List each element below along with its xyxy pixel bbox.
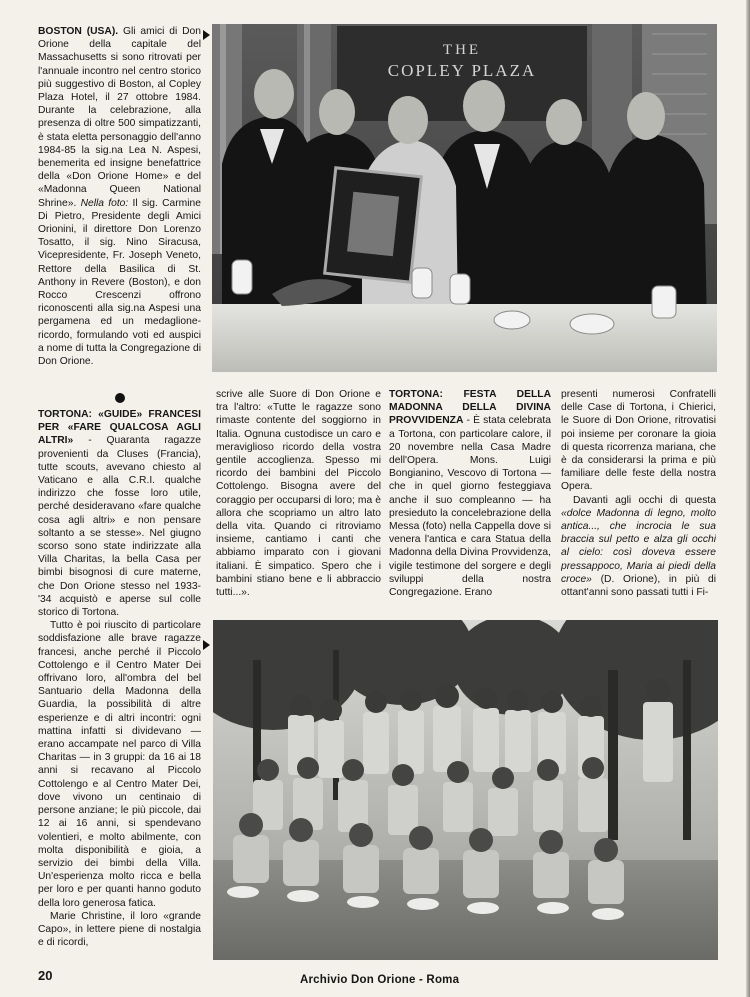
guide-text-1: - Quaranta ragazze provenienti da Cluses (Francia), tutte scouts, avevano chiesto al Vaticano e alla C.R.I. qualche indirizzo che fosse loro utile, perché desideravano «fare qualche cosa agli altri» e non pensare soltanto a se stesse». Nel giugno scorso sono state indirizzate alla Villa Charitas, la bella Casa per bimbi bisognosi di cure materne, che Don Orione stesso nel 1933-'34 acquistò e aperse sul colle storico di Tortona. [38,435,201,619]
guide-paragraph-4: scrive alle Suore di Don Orione e tra l'altro: «Tutte le ragazze sono rimaste contente del soggiorno in Italia. Ognuna custodisce un caro e meraviglioso ricordo della vostra gentile accoglienza. Spesso mi ricordo dei bambini del Piccolo Cottolengo. Bisogna avere del coraggio per occuparsi di loro; ma è allora che scopriamo un altro lato della vita. Quando ci ritroviamo insieme, cantiamo i canti che abbiamo imparato con i giovani italiani. È simpatico. Spero che i bambini stiano bene e li abbraccio tutti...». [216,389,381,599]
boston-article [38,25,201,385]
madonna-paragraph-3 [561,494,716,600]
madonna-text-3b: (D. Orione), in più di ottant'anni sono passati tutti i Fi- [561,573,716,599]
sign-text-2: COPLEY PLAZA [387,61,537,80]
madonna-text-3a: Davanti agli occhi di questa [573,494,716,506]
boston-text: Gli amici di Don Orione della capitale del Massachusetts si sono ritrovati per l'annuale incontro nel centro storico più suggestivo di Boston, al Copley Plaza Hotel, il 27 ottobre 1984. Durante la celebrazione, alla presenza di oltre 500 simpatizzanti, è stata eletta personaggio dell'anno 1984-85 la sig.na Lea N. Aspesi, benemerita ed insigne benefattrice della «Don Orione Home» e del «Madonna Queen National Shrine». [38,26,201,209]
guide-paragraph-3: Marie Christine, il loro «grande Capo», in lettere piene di nostalgia e di ricordi, [38,910,201,949]
guide-article-col1 [38,393,201,963]
boston-paragraph [38,25,201,368]
madonna-quote: «dolce Madonna di legno, molto antica..., che incrocia le sua braccia sul petto e alza gli occhi al cielo: così doveva essere pressappoco, Maria ai piedi della croce» [561,507,716,585]
arrow-marker-top [203,30,210,40]
section-bullet [115,393,125,403]
banquet-photo-image [212,24,717,372]
boston-caption: Il sig. Carmine Di Pietro, Presidente degli Amici Orionini, il direttore Don Lorenzo Tosatto, il sig. Nino Siracusa, Vicepresidente, Fr. Joseph Veneto, Rettore della Basilica di St. Anthony in Revere (Boston), e don Rocco Crescenzi offrono riconoscenti alla sig.na Aspesi una pergamena ed un medaglione-ricordo, formulando voti ed auspici a nome di tutta la Congregazione di Don Orione. [38,197,201,368]
madonna-paragraph-2: presenti numerosi Confratelli delle Case di Tortona, i Chierici, le Suore di Don Orione, ritrovatisi poi insieme per coronare la gioia di questa ricorrenza mariana, che è da considerarsi la prima e più familiare delle feste della nostra Opera. [561,389,716,493]
arrow-marker-bottom [203,640,210,650]
madonna-heading: TORTONA: FESTA DELLA MADONNA DELLA DIVINA PROVVIDENZA [389,389,551,427]
boston-heading: BOSTON (USA). [38,26,119,37]
scouts-photo-image [213,620,718,960]
scouts-group-photo [213,620,718,960]
guide-paragraph-2: Tutto è poi riuscito di particolare soddisfazione alle brave ragazze francesi, anche perché il Piccolo Cottolengo e il Centro Mater Dei offrivano loro, all'ombra del bel Santuario della Madonna della Guardia, la possibilità di altre esperienze e di altri incontri: ogni mattina infatti si dividevano — erano accampate nel parco di Villa Charitas — in 3 gruppi: da 16 ai 18 anni si recavano al Piccolo Cottolengo e al Centro Mater Dei, dove vivono un centinaio di persone anziane; le più piccole, dai 12 ai 16 anni, si spendevano volentieri, e molto abilmente, con molta disponibilità e gioia, a servizio dei bimbi della Villa. Un'esperienza molto ricca e bella per loro e per quanti hanno goduto della loro generosa fatica. [38,620,201,909]
page-number: 20 [38,968,53,983]
boston-photo-label: Nella foto: [80,197,129,209]
banquet-photo [212,24,717,372]
madonna-article-col2 [561,388,716,608]
guide-heading: TORTONA: «GUIDE» FRANCESI PER «FARE QUALCOSA AGLI ALTRI» [38,409,201,447]
guide-article-col2 [216,388,381,608]
archive-footer: Archivio Don Orione - Roma [300,974,460,986]
sign-text-1: THE [442,42,482,58]
madonna-text-1: - È stata celebrata a Tortona, con particolare calore, il 20 novembre nella Casa Madre dell'Opera. Mons. Luigi Bongianino, Vescovo di Tortona — che in quel giorno festeggiava anche il suo compleanno — ha presieduto la concelebrazione della Messa (foto) nella Cappella dove si venera l'antica e cara Statua della Madonna della Divina Provvidenza, vigile testimone del sorgere e degli sviluppi della nostra Congregazione. Erano [389,415,551,599]
madonna-article-col1 [389,388,551,608]
madonna-paragraph-1 [389,388,551,599]
page-edge-shadow [746,0,750,997]
guide-paragraph-1 [38,408,201,619]
